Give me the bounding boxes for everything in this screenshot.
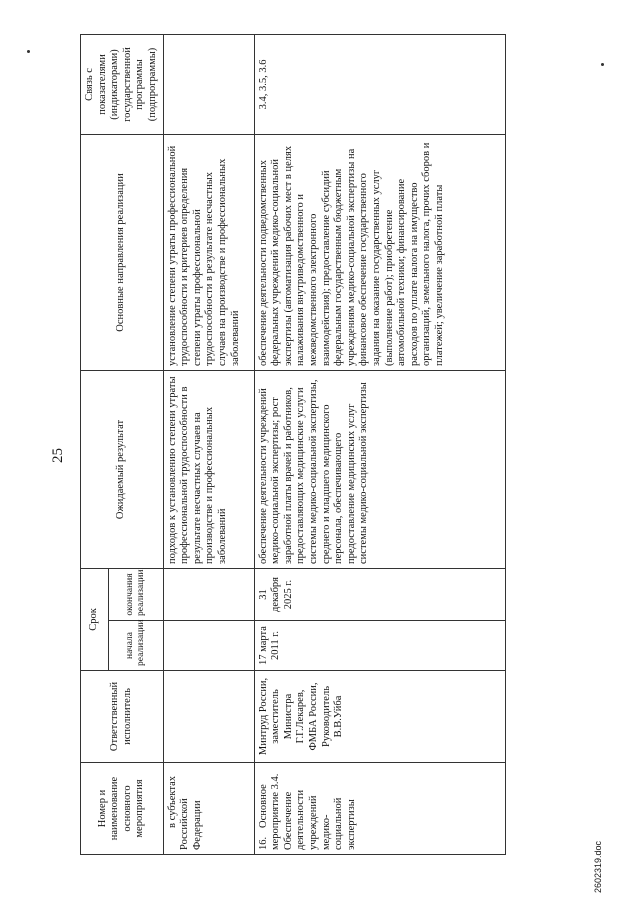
scan-speck [27, 50, 30, 53]
measures-table [80, 34, 506, 855]
header-end: окончания реализации [109, 568, 163, 620]
header-executor: Ответственный исполнитель [81, 671, 164, 763]
header-name: Номер и наименование основного мероприятия [81, 763, 164, 855]
cell-directions: установление степени утраты профессиональной трудоспособности и критериев определения степени утраты профессиональной трудоспособности в результате несчастных случаев на производстве и профессиональных заболеваний [163, 134, 254, 370]
table-row [254, 34, 505, 854]
cell-end [163, 568, 254, 620]
table-row [163, 34, 254, 854]
cell-link [163, 34, 254, 134]
cell-start [163, 621, 254, 671]
cell-executor: Минтруд России, заместитель Министра Г.Г.Лекарев, ФМБА России, Руководитель В.В.Уйба [254, 671, 505, 763]
page-number: 25 [50, 448, 66, 463]
cell-end: 31 декабря 2025 г. [254, 568, 505, 620]
cell-executor [163, 671, 254, 763]
header-link: Связь с показателями (индикаторами) государственной программы (подпрограммы) [81, 34, 164, 134]
cell-result: обеспечение деятельности учреждений медико-социальной экспертизы; рост заработной платы врачей и работников, предоставляющих медицинские услуги системы медико-социальной экспертизы, среднего и младшего медицинского персонала, обеспечивающего предоставление медицинских услуг системы медико-социальной экспертизы [254, 370, 505, 568]
measure-name: в субъектах Российской Федерации [166, 776, 203, 850]
header-term: Срок [81, 568, 109, 670]
cell-result: подходов к установлению степени утраты профессиональной трудоспособности в результате несчастных случаев на производстве и профессиональных заболеваний [163, 370, 254, 568]
cell-name [163, 763, 254, 855]
header-result: Ожидаемый результат [81, 370, 164, 568]
cell-link: 3.4, 3.5, 3.6 [254, 34, 505, 134]
cell-directions: обеспечение деятельности подведомственных федеральных учреждений медико-социальной экспертизы (автоматизация рабочих мест в целях налаживания внутриведомственного и межведомственного электронного взаимодействия); предоставление субсидий федеральным государственным бюджетным учреждениям медико-социальной экспертизы на финансовое обеспечение государственного задания на оказание государственных услуг (выполнение работ); приобретение автомобильной техники; финансирование расходов по уплате налога на имущество организаций, земельного налога, прочих сборов и платежей; увеличение заработной платы [254, 134, 505, 370]
header-row [81, 34, 109, 854]
row-number: 16. [257, 836, 269, 850]
cell-start: 17 марта 2011 г. [254, 621, 505, 671]
header-directions: Основные направления реализации [81, 134, 164, 370]
file-name-footer: 2602319.doc [593, 840, 603, 893]
rotated-sheet [45, 35, 625, 893]
measure-name: Основное мероприятие 3.4. Обеспечение деятельности учреждений медико-социальной экспертизы [257, 773, 357, 850]
header-start: начала реализации [109, 621, 163, 671]
cell-name [254, 763, 505, 855]
